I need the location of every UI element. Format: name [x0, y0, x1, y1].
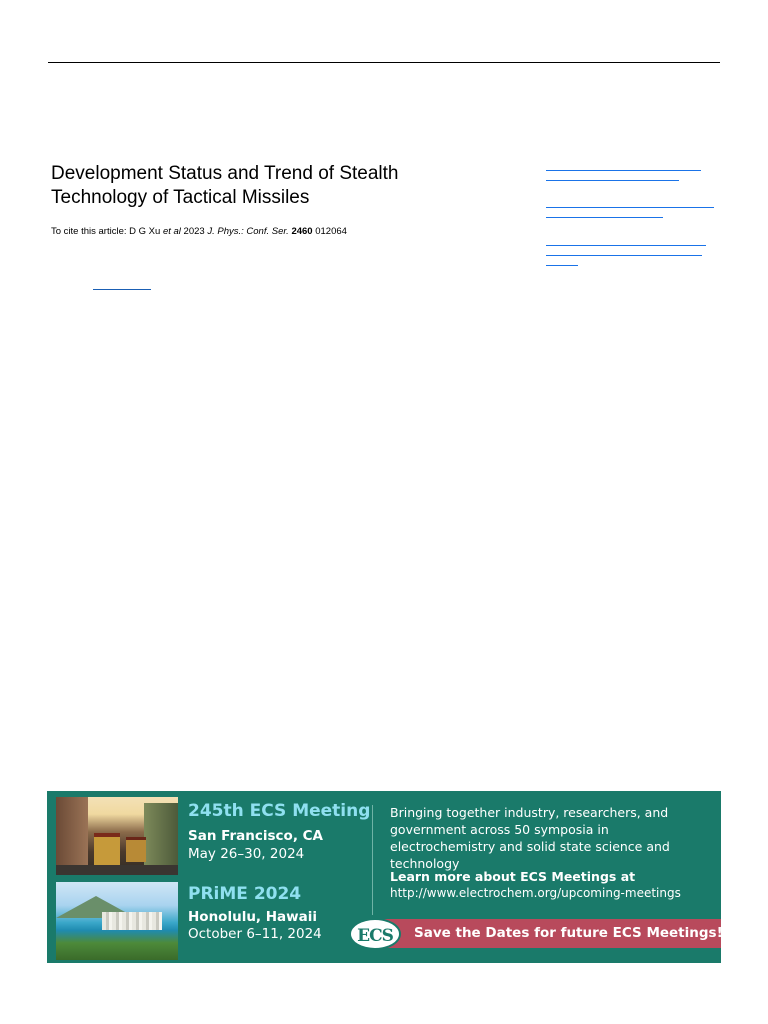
view-article-link[interactable] [93, 289, 151, 290]
ecs-meetings-banner[interactable] [47, 791, 721, 963]
article-title: Development Status and Trend of Stealth Technology of Tactical Missiles [51, 163, 399, 208]
honolulu-photo [56, 882, 178, 960]
citation-year: 2023 [180, 226, 208, 237]
meeting2-dates: October 6–11, 2024 [188, 926, 322, 942]
citation-prefix: To cite this article: D G Xu [51, 226, 163, 237]
meeting1-dates: May 26–30, 2024 [188, 846, 305, 862]
san-francisco-photo [56, 797, 178, 875]
save-dates-bar[interactable] [379, 919, 721, 948]
meeting2-title: PRiME 2024 [188, 884, 302, 904]
save-dates-text: Save the Dates for future ECS Meetings! [414, 925, 723, 941]
ecs-logo: ECS [349, 918, 401, 950]
meetings-url[interactable]: http://www.electrochem.org/upcoming-meetings [390, 886, 681, 900]
learn-more-text: Learn more about ECS Meetings at [390, 869, 636, 884]
citation-line [51, 226, 347, 238]
related-link-3[interactable] [546, 245, 716, 275]
header-rule [48, 62, 720, 63]
citation-journal: J. Phys.: Conf. Ser. [207, 226, 289, 237]
citation-article-number: 012064 [312, 226, 347, 237]
related-link-1[interactable] [546, 170, 716, 190]
meeting1-location: San Francisco, CA [188, 828, 324, 844]
banner-description: Bringing together industry, researchers, and government across 50 symposia in electrochemistry and solid state science and technology [390, 805, 670, 871]
meeting2-location: Honolulu, Hawaii [188, 909, 318, 925]
related-link-2[interactable] [546, 207, 716, 227]
citation-etal: et al [162, 226, 181, 237]
citation-volume: 2460 [291, 226, 313, 237]
meeting1-title: 245th ECS Meeting [188, 801, 371, 821]
banner-divider [372, 805, 373, 915]
